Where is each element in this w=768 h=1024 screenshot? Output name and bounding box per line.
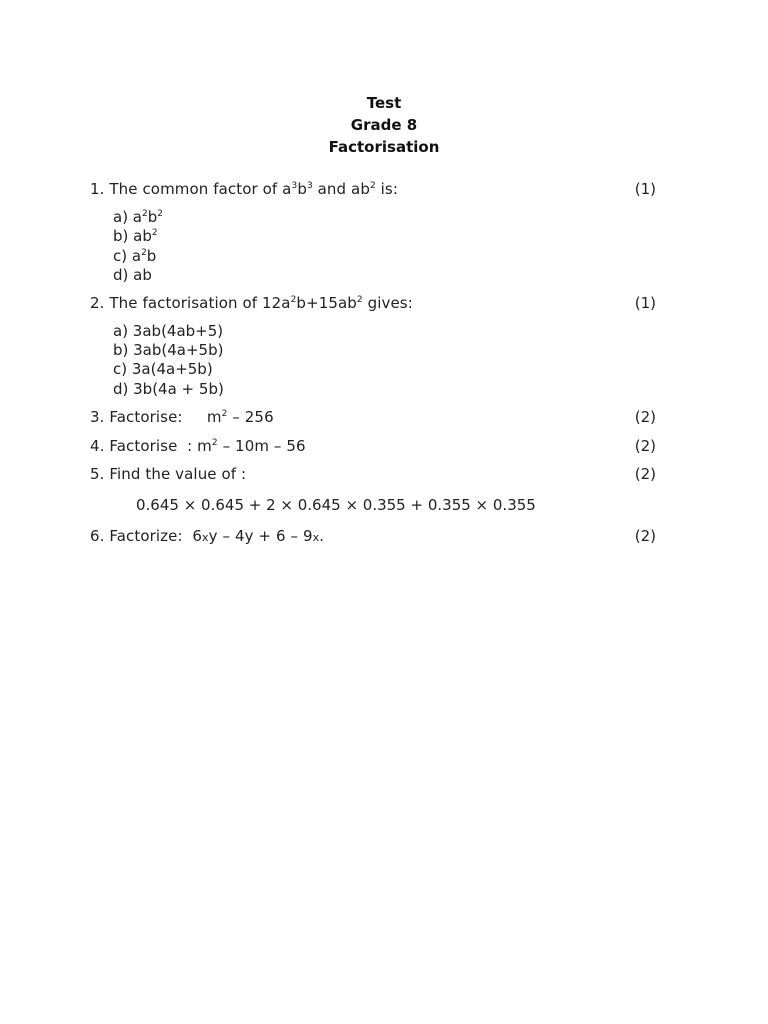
grade-heading: Grade 8: [350, 116, 418, 134]
q1-option-a: a) $a^2b^2$: [113, 208, 164, 226]
q2-option-b: b) 3ab(4a+5b): [113, 341, 224, 359]
question-1-marks: (1): [634, 180, 656, 198]
q1-option-c: c) $a^2b$: [113, 247, 157, 265]
q2-option-c: c) 3a(4a+5b): [113, 360, 213, 378]
question-2: 2. The factorisation of $12a^2b+15ab^2$ gives:: [90, 294, 413, 312]
q2-option-d: d) 3b(4a + 5b): [113, 380, 224, 398]
question-5-expression: 0.645 × 0.645 + 2 × 0.645 × 0.355 + 0.355 × 0.355: [136, 496, 536, 514]
q1-option-d: d) ab: [113, 266, 152, 284]
question-6: 6. Factorize: 6xy – 4y + 6 – 9x.: [90, 527, 325, 545]
question-3-marks: (2): [634, 408, 656, 426]
question-3: 3. Factorise: $m^2 - 256$: [90, 408, 274, 426]
test-title: Test: [366, 94, 402, 112]
q2-option-a: a) 3ab(4ab+5): [113, 322, 224, 340]
question-5: 5. Find the value of :: [90, 465, 247, 483]
question-6-marks: (2): [634, 527, 656, 545]
question-1: 1. The common factor of $a^3b^3$ and $ab^2$ is:: [90, 180, 398, 198]
topic-heading: Factorisation: [328, 138, 440, 156]
q1-option-b: b) $ab^2$: [113, 227, 158, 245]
question-4-marks: (2): [634, 437, 656, 455]
question-5-marks: (2): [634, 465, 656, 483]
question-4: 4. Factorise : $m^2 - 10m - 56$: [90, 437, 306, 455]
question-2-marks: (1): [634, 294, 656, 312]
